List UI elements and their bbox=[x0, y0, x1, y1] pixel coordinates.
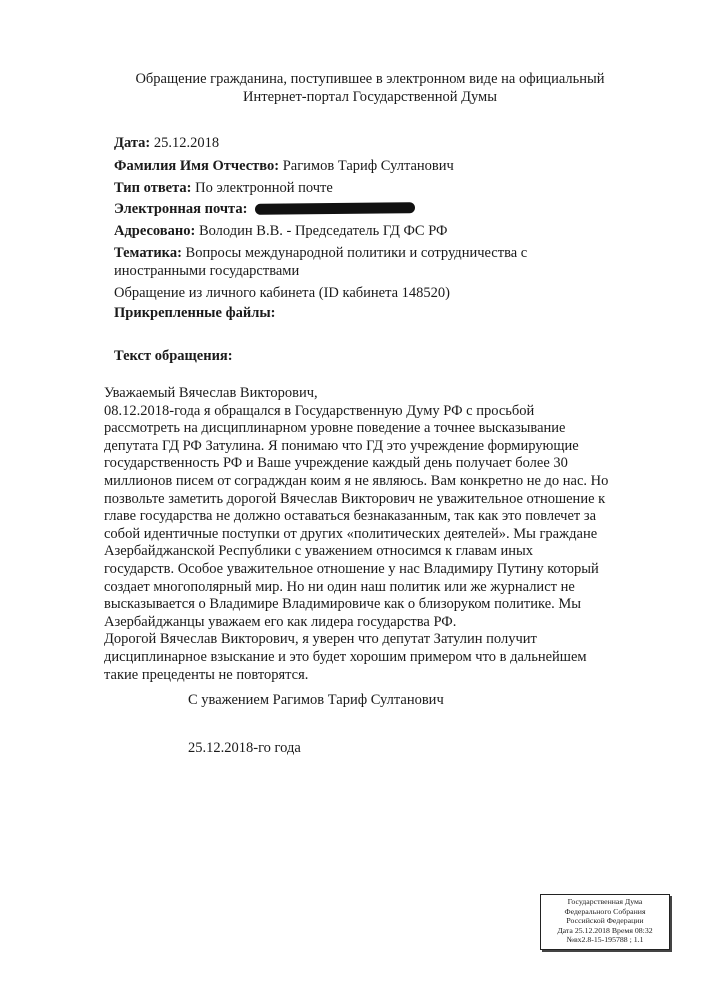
topic-label: Тематика: bbox=[114, 245, 182, 261]
header-line-1: Обращение гражданина, поступившее в электронном виде на официальный bbox=[135, 71, 605, 87]
name-label: Фамилия Имя Отчество: bbox=[114, 158, 280, 174]
date-field bbox=[114, 134, 219, 152]
signature: С уважением Рагимов Тариф Султанович bbox=[188, 692, 444, 708]
text-line: государственность РФ и Ваше учреждение каждый день получает более 30 bbox=[104, 455, 568, 472]
text-line: дисциплинарное взыскание и это будет хорошим примером что в дальнейшем bbox=[104, 648, 587, 665]
text-line: Дорогой Вячеслав Викторович, я уверен что депутат Затулин получит bbox=[104, 631, 537, 648]
reply-type-field bbox=[114, 179, 333, 197]
text-line: создает многополярный мир. Но ни один наш политик или же журналист не bbox=[104, 578, 575, 595]
date-value: 25.12.2018 bbox=[153, 135, 220, 151]
name-field bbox=[114, 157, 454, 175]
stamp-line-2: Федерального Собрания bbox=[564, 906, 646, 916]
stamp-line-1: Государственная Дума bbox=[567, 897, 643, 906]
reply-type-value: По электронной почте bbox=[195, 180, 333, 196]
stamp-line-3: Российской Федерации bbox=[566, 916, 644, 926]
stamp-line-4: Дата 25.12.2018 Время 08:32 bbox=[557, 925, 653, 935]
registration-stamp bbox=[540, 894, 670, 950]
text-line: Азербайджанской Республики с уважением относимся к главам иных bbox=[104, 543, 534, 560]
text-line: депутата ГД РФ Затулина. Я понимаю что ГД это учреждение формирующие bbox=[104, 437, 579, 454]
email-field bbox=[114, 200, 415, 218]
appeal-text bbox=[104, 385, 644, 684]
text-line: Уважаемый Вячеслав Викторович, bbox=[104, 385, 318, 401]
attachments-field bbox=[114, 304, 276, 322]
reply-type-label: Тип ответа: bbox=[114, 180, 192, 196]
text-line: государств. Особое уважительное отношение у нас Владимиру Путину который bbox=[104, 560, 599, 577]
document-header bbox=[100, 70, 640, 106]
text-line: главе государства не должно оставаться безнаказанным, так как это повлечет за bbox=[104, 508, 597, 525]
attachments-label: Прикрепленные файлы: bbox=[114, 305, 276, 321]
topic-value: Вопросы международной политики и сотрудничества с иностранными государствами bbox=[114, 245, 528, 279]
text-line: Азербайджанцы уважаем его как лидера государства РФ. bbox=[104, 613, 457, 630]
text-line: такие прецеденты не повторятся. bbox=[104, 666, 309, 683]
date-label: Дата: bbox=[114, 135, 151, 151]
cabinet-text: Обращение из личного кабинета (ID кабинета 148520) bbox=[114, 285, 451, 301]
text-line: позвольте заметить дорогой Вячеслав Викторович не уважительное отношение к bbox=[104, 490, 606, 507]
cabinet-field bbox=[114, 284, 450, 302]
text-line: собой идентичные поступки от других «политических деятелей». Мы граждане bbox=[104, 525, 598, 542]
text-line: 08.12.2018-года я обращался в Государственную Думу РФ с просьбой bbox=[104, 402, 535, 419]
name-value: Рагимов Тариф Султанович bbox=[282, 158, 454, 174]
text-line: высказывается о Владимире Владимировиче как о близоруком политике. Мы bbox=[104, 596, 582, 613]
stamp-line-5: №вх2.8-15-195788 ; 1.1 bbox=[566, 935, 644, 945]
body-title: Текст обращения: bbox=[114, 348, 233, 364]
addressee-field bbox=[114, 222, 447, 240]
text-line: рассмотреть на дисциплинарном уровне поведение а точнее высказывание bbox=[104, 420, 566, 437]
header-line-2: Интернет-портал Государственной Думы bbox=[243, 89, 497, 105]
email-label: Электронная почта: bbox=[114, 201, 248, 217]
addressee-label: Адресовано: bbox=[114, 223, 196, 239]
signature-date: 25.12.2018-го года bbox=[188, 740, 301, 756]
text-line: миллионов писем от соградждан коим я не являюсь. Вам конкретно не до нас. Но bbox=[104, 472, 609, 489]
addressee-value: Володин В.В. - Председатель ГД ФС РФ bbox=[198, 223, 448, 239]
email-redaction bbox=[255, 202, 415, 215]
topic-field bbox=[114, 244, 574, 280]
